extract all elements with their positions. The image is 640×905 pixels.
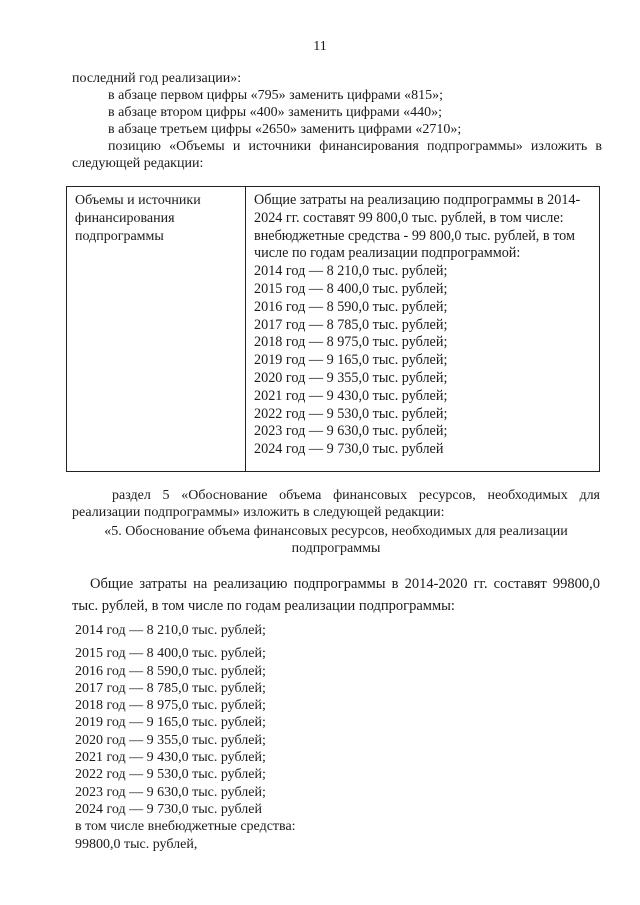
table-year-2024: 2024 год — 9 730,0 тыс. рублей [254, 441, 444, 458]
table-year-2018: 2018 год — 8 975,0 тыс. рублей; [254, 334, 448, 351]
position-instruction: позицию «Объемы и источники финансирования подпрограммы» изложить в следующей редакции: [72, 139, 602, 171]
list-item: 2016 год — 8 590,0 тыс. рублей; [75, 663, 266, 679]
section-heading-line-1: «5. Обоснование объема финансовых ресурсов, необходимых для реализации [104, 524, 568, 539]
list-item: 2024 год — 9 730,0 тыс. рублей [75, 801, 262, 817]
table-value-cell [246, 187, 600, 472]
table-year-2021: 2021 год — 9 430,0 тыс. рублей; [254, 387, 448, 404]
intro-line: последний год реализации»: [72, 71, 242, 86]
table-year-2023: 2023 год — 9 630,0 тыс. рублей; [254, 423, 448, 440]
table-year-2019: 2019 год — 9 165,0 тыс. рублей; [254, 352, 448, 369]
amendment-line-1: в абзаце первом цифры «795» заменить цифрами «815»; [108, 88, 443, 103]
section-5-block [72, 487, 600, 557]
list-item: 2014 год — 8 210,0 тыс. рублей; [75, 623, 266, 638]
amendment-line-3: в абзаце третьем цифры «2650» заменить цифрами «2710»; [108, 122, 462, 137]
financing-table [66, 186, 600, 472]
amendment-line-2: в абзаце втором цифры «400» заменить цифрами «440»; [108, 105, 442, 120]
list-item: 2015 год — 8 400,0 тыс. рублей; [75, 646, 266, 662]
table-year-2017: 2017 год — 8 785,0 тыс. рублей; [254, 316, 448, 333]
summary-text: Общие затраты на реализацию подпрограммы в 2014-2020 гг. составят 99800,0 тыс. рублей, в том числе по годам реализации подпрограммы: [72, 576, 600, 614]
table-year-2015: 2015 год — 8 400,0 тыс. рублей; [254, 280, 448, 297]
list-item: 2019 год — 9 165,0 тыс. рублей; [75, 715, 266, 731]
list-item: 2021 год — 9 430,0 тыс. рублей; [75, 750, 266, 766]
list-item: 2023 год — 9 630,0 тыс. рублей; [75, 784, 266, 800]
intro-block [72, 70, 602, 172]
table-year-2022: 2022 год — 9 530,0 тыс. рублей; [254, 405, 448, 422]
table-label-cell: Объемы и источники финансирования подпрограммы [67, 187, 246, 472]
table-year-2016: 2016 год — 8 590,0 тыс. рублей; [254, 298, 448, 315]
years-list [75, 622, 375, 853]
table-total-text: Общие затраты на реализацию подпрограммы в 2014-2024 гг. составят 99 800,0 тыс. рублей, в том числе: [254, 192, 581, 226]
section-heading-line-2: подпрограммы [291, 541, 381, 556]
summary-block [72, 573, 600, 617]
section-instruction: раздел 5 «Обоснование объема финансовых ресурсов, необходимых для реализации подпрограммы» изложить в следующей редакции: [72, 488, 600, 520]
list-item: 2017 год — 8 785,0 тыс. рублей; [75, 680, 266, 696]
list-item: 2022 год — 9 530,0 тыс. рублей; [75, 767, 266, 783]
table-year-2014: 2014 год — 8 210,0 тыс. рублей; [254, 263, 448, 280]
table-row [67, 187, 600, 472]
list-item: 2018 год — 8 975,0 тыс. рублей; [75, 698, 266, 714]
extrabudget-total: 99800,0 тыс. рублей, [75, 836, 198, 852]
table-extrabudget-text: внебюджетные средства - 99 800,0 тыс. рублей, в том числе по годам реализации подпрограммой: [254, 227, 575, 262]
table-year-2020: 2020 год — 9 355,0 тыс. рублей; [254, 369, 448, 386]
page-number: 11 [313, 39, 327, 54]
extrabudget-label: в том числе внебюджетные средства: [75, 819, 296, 835]
list-item: 2020 год — 9 355,0 тыс. рублей; [75, 732, 266, 748]
